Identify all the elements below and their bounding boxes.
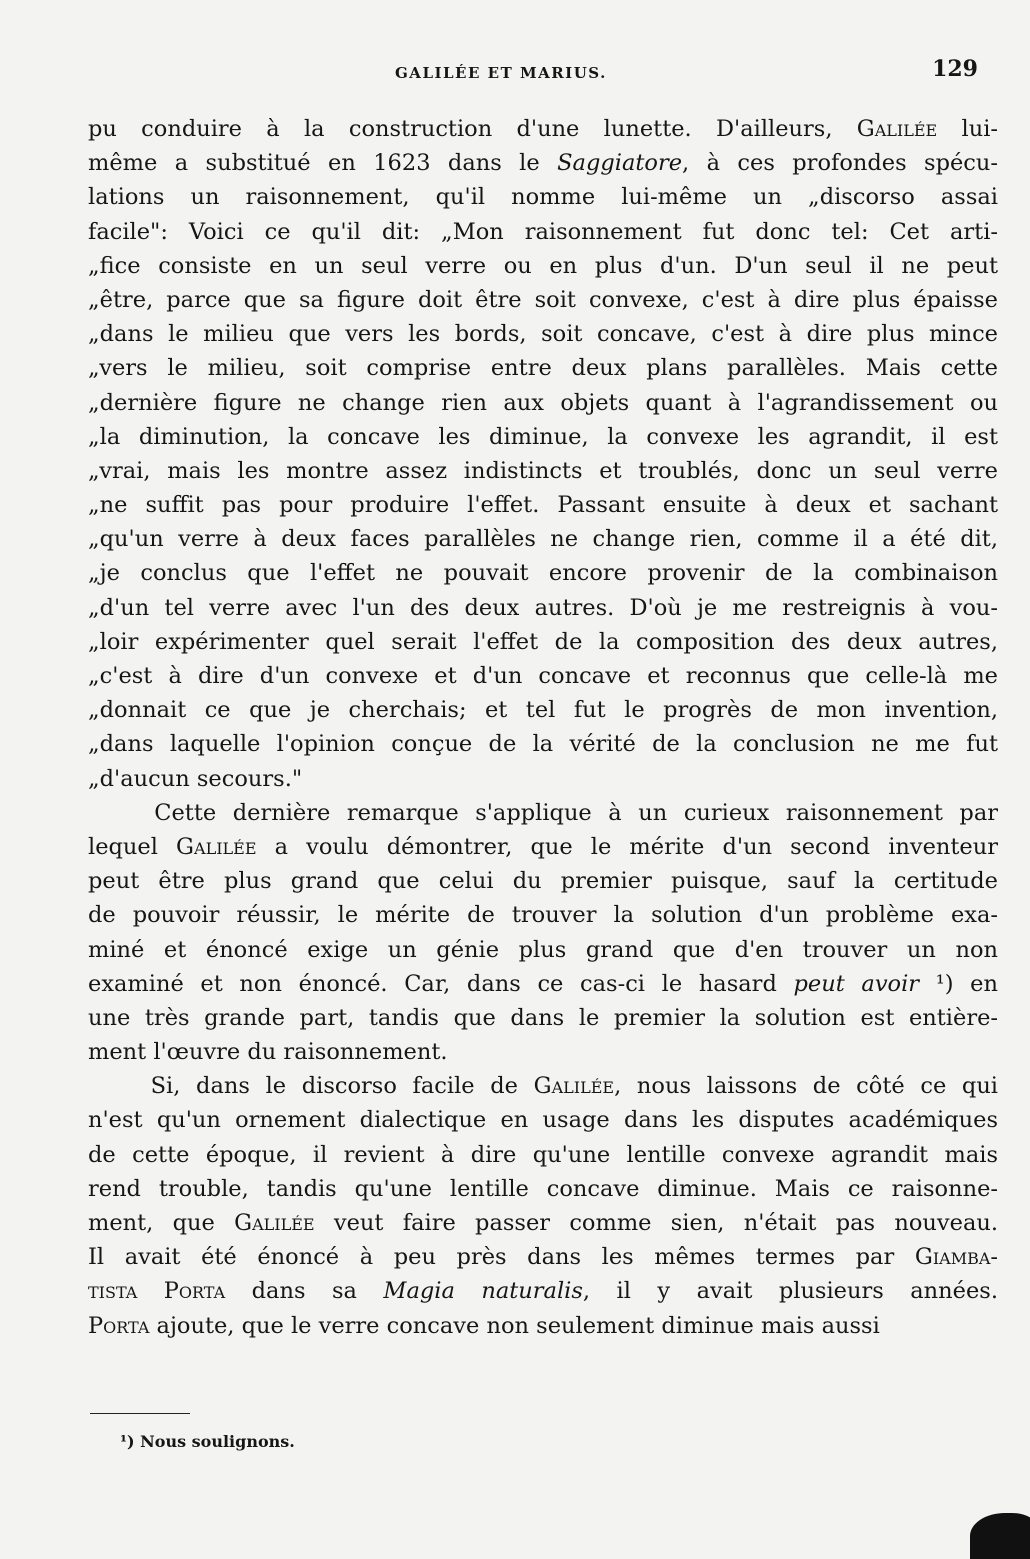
text-run: „vrai, mais les montre assez indistincts et troublés, donc un seul verre: [88, 457, 998, 484]
small-caps-name: tista Porta: [88, 1278, 226, 1305]
paragraph: [88, 1069, 998, 1343]
text-line: [88, 1069, 998, 1103]
text-line: [88, 283, 998, 317]
text-line: [88, 1206, 998, 1240]
text-line: [88, 1172, 998, 1206]
text-line: [88, 830, 998, 864]
text-run: „vers le milieu, soit comprise entre deux plans parallèles. Mais cette: [88, 355, 998, 382]
text-run: n'est qu'un ornement dialectique en usage dans les disputes académiques: [88, 1107, 998, 1134]
small-caps-name: Porta: [88, 1312, 150, 1339]
text-run: dans sa: [225, 1278, 384, 1305]
text-line: [88, 351, 998, 385]
text-run: Si, dans le discorso facile de: [88, 1073, 534, 1100]
text-line: [88, 1035, 998, 1069]
text-run: , à ces profondes spécu-: [682, 150, 998, 177]
text-line: [88, 762, 998, 796]
text-line: [88, 386, 998, 420]
page-header: [90, 56, 980, 96]
text-run: „je conclus que l'effet ne pouvait encore provenir de la combinaison: [88, 560, 998, 587]
text-line: [88, 898, 998, 932]
italic-text: peut avoir: [793, 970, 920, 997]
text-run: , il y avait plusieurs années.: [582, 1278, 998, 1305]
text-run: ment l'œuvre du raisonnement.: [88, 1039, 448, 1066]
text-line: [88, 249, 998, 283]
text-run: facile": Voici ce qu'il dit: „Mon raisonnement fut donc tel: Cet arti-: [88, 218, 998, 245]
text-line: [88, 591, 998, 625]
text-run: „qu'un verre à deux faces parallèles ne change rien, comme il a été dit,: [88, 526, 998, 553]
paragraph: [88, 112, 998, 796]
text-line: [88, 625, 998, 659]
text-run: „dans le milieu que vers les bords, soit concave, c'est à dire plus mince: [88, 321, 998, 348]
small-caps-name: Galilée: [533, 1073, 615, 1100]
text-line: [88, 1274, 998, 1308]
text-run: lequel: [88, 833, 177, 860]
text-line: [88, 112, 998, 146]
text-run: miné et énoncé exige un génie plus grand que d'en trouver un non: [88, 936, 998, 963]
text-run: même a substitué en 1623 dans le: [88, 150, 558, 177]
text-run: „donnait ce que je cherchais; et tel fut le progrès de mon invention,: [88, 697, 998, 724]
text-line: [88, 967, 998, 1001]
text-line: [88, 796, 998, 830]
text-run: peut être plus grand que celui du premier puisque, sauf la certitude: [88, 868, 998, 895]
text-run: Il avait été énoncé à peu près dans les mêmes termes par: [88, 1244, 915, 1271]
text-run: lui-: [937, 116, 999, 142]
text-run: de cette époque, il revient à dire qu'une lentille convexe agrandit mais: [88, 1141, 998, 1168]
running-title: GALILÉE ET MARIUS.: [395, 64, 607, 82]
footnote-rule: [90, 1413, 190, 1414]
text-run: ajoute, que le verre concave non seulement diminue mais aussi: [149, 1312, 880, 1339]
text-run: veut faire passer comme sien, n'était pas nouveau.: [314, 1210, 998, 1236]
text-line: [88, 522, 998, 556]
small-caps-name: Galilée: [176, 833, 257, 860]
text-run: lations un raisonnement, qu'il nomme lui-même un „discorso assai: [88, 184, 998, 211]
text-run: de pouvoir réussir, le mérite de trouver la solution d'un problème exa-: [88, 902, 998, 929]
small-caps-name: Galilée: [856, 116, 938, 142]
text-run: rend trouble, tandis qu'une lentille concave diminue. Mais ce raisonne-: [88, 1175, 998, 1202]
text-run: „la diminution, la concave les diminue, la convexe les agrandit, il est: [88, 423, 998, 450]
text-run: „ne suffit pas pour produire l'effet. Passant ensuite à deux et sachant: [88, 492, 998, 519]
text-run: „fice consiste en un seul verre ou en plus d'un. D'un seul il ne peut: [88, 252, 998, 279]
text-line: [88, 146, 998, 180]
text-line: [88, 1240, 998, 1274]
italic-text: Saggiatore: [557, 150, 683, 177]
text-run: „loir expérimenter quel serait l'effet de la composition des deux autres,: [88, 628, 998, 655]
text-line: [88, 1309, 998, 1343]
text-line: [88, 488, 998, 522]
text-run: „d'aucun secours.": [88, 765, 303, 792]
text-run: „être, parce que sa figure doit être soit convexe, c'est à dire plus épaisse: [88, 286, 998, 313]
text-line: [88, 1138, 998, 1172]
text-line: [88, 180, 998, 214]
body-text: [88, 112, 998, 1343]
text-run: ment, que: [88, 1210, 235, 1236]
text-line: [88, 1103, 998, 1137]
text-run: a voulu démontrer, que le mérite d'un second inventeur: [256, 833, 998, 860]
text-run: pu conduire à la construction d'une lunette. D'ailleurs,: [88, 116, 857, 142]
ink-blot-mark: [970, 1513, 1030, 1559]
italic-text: Magia naturalis: [383, 1278, 583, 1305]
text-line: [88, 454, 998, 488]
text-line: [88, 864, 998, 898]
text-run: „dernière figure ne change rien aux objets quant à l'agrandissement ou: [88, 389, 998, 416]
text-run: examiné et non énoncé. Car, dans ce cas-ci le hasard: [88, 970, 794, 997]
text-line: [88, 1001, 998, 1035]
text-line: [88, 556, 998, 590]
paragraph: [88, 796, 998, 1070]
text-line: [88, 693, 998, 727]
text-line: [88, 659, 998, 693]
small-caps-name: Giamba-: [914, 1244, 998, 1271]
text-run: une très grande part, tandis que dans le premier la solution est entière-: [88, 1004, 998, 1031]
text-run: , nous laissons de côté ce qui: [614, 1073, 999, 1100]
page-number: 129: [932, 56, 978, 82]
footnote: ¹) Nous soulignons.: [120, 1432, 295, 1451]
text-run: ¹) en: [919, 970, 998, 997]
text-run: „c'est à dire d'un convexe et d'un concave et reconnus que celle-là me: [88, 663, 998, 689]
text-line: [88, 727, 998, 761]
text-run: „d'un tel verre avec l'un des deux autres. D'où je me restreignis à vou-: [88, 594, 998, 621]
text-line: [88, 215, 998, 249]
text-line: [88, 317, 998, 351]
text-run: „dans laquelle l'opinion conçue de la vérité de la conclusion ne me fut: [88, 731, 998, 758]
text-line: [88, 933, 998, 967]
text-line: [88, 420, 998, 454]
text-run: Cette dernière remarque s'applique à un curieux raisonnement par: [88, 799, 998, 826]
small-caps-name: Galilée: [234, 1210, 315, 1236]
